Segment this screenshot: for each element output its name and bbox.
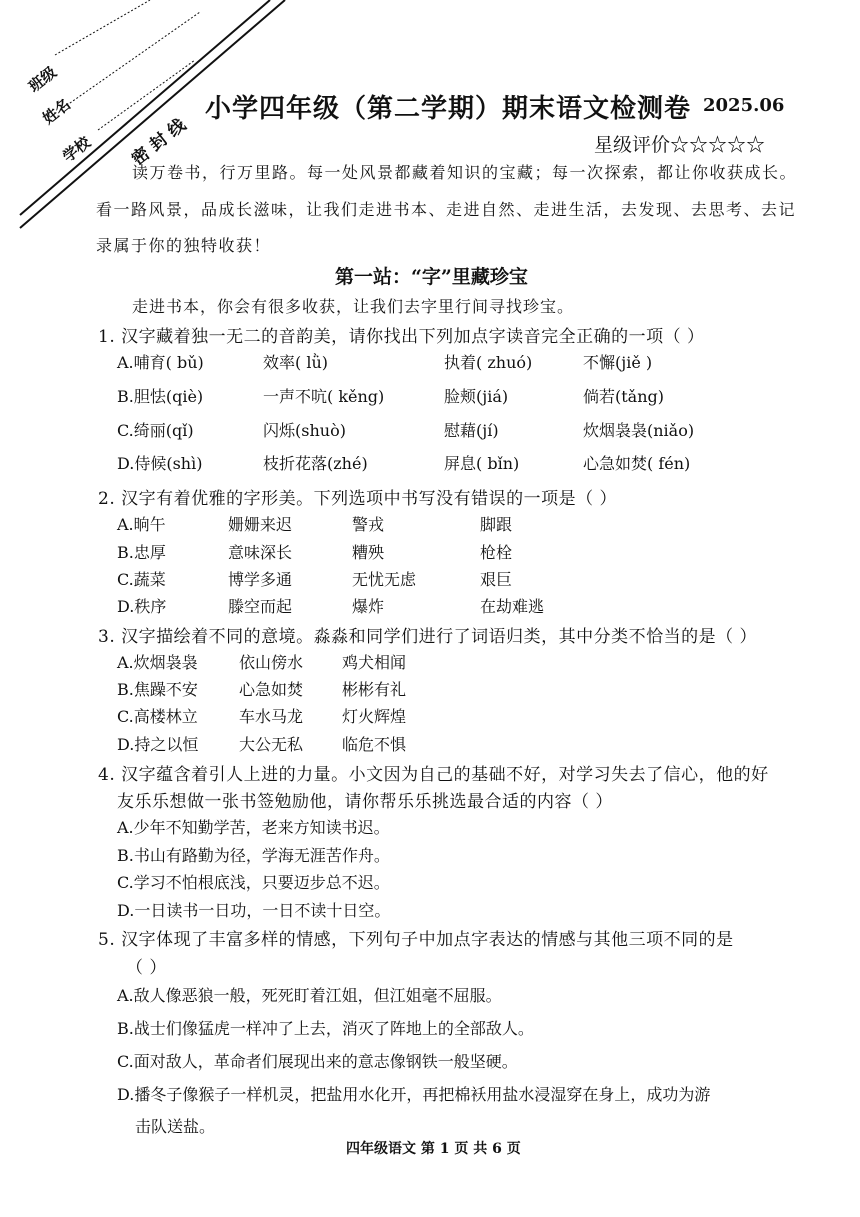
q3-c2: 车水马龙 [239,707,304,726]
q1-b3: 脸颊(jiá) [444,387,509,406]
star-rating: 星级评价☆☆☆☆☆ [594,134,766,156]
q3-a2: 依山傍水 [239,653,304,672]
q1-d2: 枝折花落(zhé) [263,454,368,473]
q1-d4: 心急如焚( fén) [583,454,691,473]
q3-a1: A.炊烟袅袅 [117,653,198,672]
q2-b3: 糟殃 [352,543,385,562]
q2-d3: 爆炸 [352,597,385,616]
name-label: 姓名 [39,95,74,128]
question-5-stem-line-2: （ ） [126,958,167,978]
q1-b4: 倘若(tǎng) [583,387,665,406]
q2-a1: A.晌午 [117,515,166,534]
q4-option-a: A.少年不知勤学苦，老来方知读书迟。 [117,818,390,837]
q2-d1: D.秩序 [117,597,167,616]
q2-d2: 滕空而起 [228,597,293,616]
q5-option-c: C.面对敌人，革命者们展现出来的意志像钢铁一般坚硬。 [117,1052,518,1071]
q1-a1: A.哺育( bǔ) [117,353,204,372]
class-label: 班级 [25,63,60,96]
q3-d1: D.持之以恒 [117,735,199,754]
q1-a4: 不懈(jiě ) [583,353,653,372]
q2-c4: 艰巨 [480,570,513,589]
q2-c2: 博学多通 [228,570,293,589]
q1-c4: 炊烟袅袅(niǎo) [583,421,695,440]
q1-d1: D.侍候(shì) [117,454,203,473]
q2-b1: B.忠厚 [117,543,166,562]
q1-c1: C.绮丽(qǐ) [117,421,194,440]
q3-c3: 灯火辉煌 [342,707,407,726]
q3-b3: 彬彬有礼 [342,680,407,699]
q3-b2: 心急如焚 [239,680,304,699]
q2-c3: 无忧无虑 [352,570,417,589]
exam-title: 小学四年级（第二学期）期末语文检测卷 [205,94,692,124]
q2-c1: C.蔬菜 [117,570,166,589]
intro-line-3: 录属于你的独特收获！ [96,236,272,255]
q1-c2: 闪烁(shuò) [263,421,346,440]
q2-b4: 枪栓 [480,543,513,562]
q1-c3: 慰藉(jí) [444,421,499,440]
q2-a3: 警戎 [352,515,385,534]
q4-option-c: C.学习不怕根底浅，只要迈步总不迟。 [117,873,390,892]
q5-option-b: B.战士们像猛虎一样冲了上去，消灭了阵地上的全部敌人。 [117,1019,534,1038]
q3-a3: 鸡犬相闻 [342,653,407,672]
question-4-stem-line-1: 4. 汉字蕴含着引人上进的力量。小文因为自己的基础不好，对学习失去了信心，他的好 [98,765,769,785]
q2-a4: 脚跟 [480,515,513,534]
section-title: 第一站：“字”里藏珍宝 [335,266,528,288]
q1-d3: 屏息( bǐn) [444,454,520,473]
question-4-stem-line-2: 友乐乐想做一张书签勉励他，请你帮乐乐挑选最合适的内容（ ） [117,792,613,812]
school-label: 学校 [59,133,94,166]
q2-b2: 意味深长 [228,543,293,562]
q3-d2: 大公无私 [239,735,304,754]
q4-option-b: B.书山有路勤为径，学海无涯苦作舟。 [117,846,390,865]
q2-d4: 在劫难逃 [480,597,545,616]
question-3-stem: 3. 汉字描绘着不同的意境。淼淼和同学们进行了词语归类，其中分类不恰当的是（ ） [98,627,758,647]
q3-b1: B.焦躁不安 [117,680,198,699]
q1-b2: 一声不吭( kěng) [263,387,385,406]
page-footer: 四年级语文 第 1 页 共 6 页 [346,1141,521,1157]
question-2-stem: 2. 汉字有着优雅的字形美。下列选项中书写没有错误的一项是（ ） [98,489,618,509]
seal-text: 密 封 线 [128,115,190,170]
q3-d3: 临危不惧 [342,735,407,754]
q1-b1: B.胆怯(qiè) [117,387,204,406]
q5-option-a: A.敌人像恶狼一般，死死盯着江姐，但江姐毫不屈服。 [117,986,502,1005]
q4-option-d: D.一日读书一日功，一日不读十日空。 [117,901,391,920]
intro-line-1: 读万卷书，行万里路。每一处风景都藏着知识的宝藏；每一次探索，都让你收获成长。 [132,163,798,182]
q1-a2: 效率( lǜ) [263,353,328,372]
question-5-stem-line-1: 5. 汉字体现了丰富多样的情感，下列句子中加点字表达的情感与其他三项不同的是 [98,930,734,950]
question-1-stem: 1. 汉字藏着独一无二的音韵美，请你找出下列加点字读音完全正确的一项（ ） [98,327,705,347]
section-subtitle: 走进书本，你会有很多收获，让我们去字里行间寻找珍宝。 [132,297,575,316]
q5-option-d: D.播冬子像猴子一样机灵，把盐用水化开，再把棉袄用盐水浸湿穿在身上，成功为游 [117,1085,711,1104]
intro-line-2: 看一路风景，品成长滋味，让我们走进书本、走进自然、走进生活，去发现、去思考、去记 [96,200,797,219]
q1-a3: 执着( zhuó) [444,353,533,372]
exam-date: 2025.06 [703,95,785,116]
q2-a2: 姗姗来迟 [228,515,293,534]
q3-c1: C.高楼林立 [117,707,198,726]
q5-option-d-cont: 击队送盐。 [135,1117,216,1136]
